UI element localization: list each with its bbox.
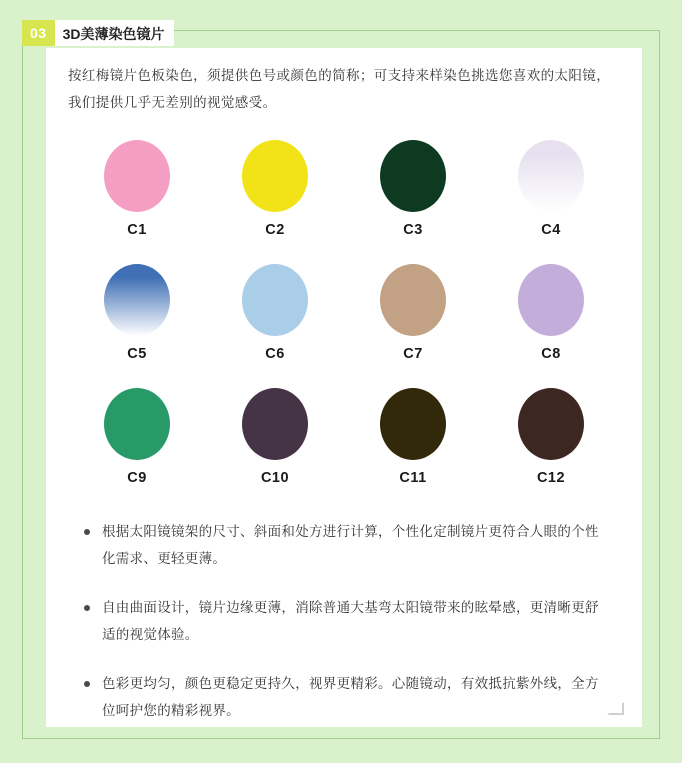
color-swatch[interactable]	[482, 140, 620, 264]
list-item-text: 根据太阳镜镜架的尺寸、斜面和处方进行计算，个性化定制镜片更符合人眼的个性化需求、更轻更薄。	[102, 524, 599, 566]
lens-circle	[242, 140, 308, 212]
color-swatch[interactable]	[482, 264, 620, 388]
lens-circle	[518, 140, 584, 212]
lens-circle	[380, 140, 446, 212]
lens-circle	[104, 388, 170, 460]
lens-circle	[242, 264, 308, 336]
list-item	[70, 670, 612, 724]
lens-label: C2	[265, 222, 285, 238]
color-swatch-grid	[68, 140, 620, 512]
lens-circle	[104, 140, 170, 212]
lens-label: C1	[127, 222, 147, 238]
feature-bullet-list	[70, 518, 612, 746]
color-swatch[interactable]	[206, 264, 344, 388]
lens-circle	[518, 264, 584, 336]
color-swatch[interactable]	[68, 140, 206, 264]
color-swatch[interactable]	[482, 388, 620, 512]
bullet-dot-icon	[84, 529, 90, 535]
lens-circle	[518, 388, 584, 460]
content-card	[46, 48, 642, 727]
color-swatch[interactable]	[206, 388, 344, 512]
lens-circle	[242, 388, 308, 460]
lens-label: C8	[541, 346, 561, 362]
bullet-dot-icon	[84, 605, 90, 611]
lens-circle	[380, 264, 446, 336]
list-item	[70, 518, 612, 572]
lens-label: C5	[127, 346, 147, 362]
intro-paragraph: 按红梅镜片色板染色，须提供色号或颜色的简称；可支持来样染色挑选您喜欢的太阳镜，我们提供几乎无差别的视觉感受。	[68, 68, 611, 110]
color-swatch[interactable]	[206, 140, 344, 264]
lens-circle	[104, 264, 170, 336]
list-item-text: 色彩更均匀，颜色更稳定更持久，视界更精彩。心随镜动，有效抵抗紫外线，全方位呵护您的精彩视界。	[102, 676, 599, 718]
corner-triangle-inner-icon	[609, 703, 622, 713]
lens-label: C11	[399, 470, 427, 486]
color-swatch[interactable]	[344, 388, 482, 512]
lens-circle	[380, 388, 446, 460]
lens-label: C10	[260, 470, 290, 486]
section-header	[22, 20, 174, 46]
color-swatch[interactable]	[68, 264, 206, 388]
lens-label: C6	[265, 346, 285, 362]
lens-label: C4	[541, 222, 561, 238]
section-title: 3D美薄染色镜片	[55, 20, 175, 46]
color-swatch[interactable]	[344, 264, 482, 388]
list-item-text: 自由曲面设计，镜片边缘更薄，消除普通大基弯太阳镜带来的眩晕感，更清晰更舒适的视觉体验。	[102, 600, 599, 642]
section-number-badge: 03	[22, 20, 55, 46]
bullet-dot-icon	[84, 681, 90, 687]
color-swatch[interactable]	[68, 388, 206, 512]
lens-label: C3	[403, 222, 423, 238]
color-swatch[interactable]	[344, 140, 482, 264]
lens-label: C12	[536, 470, 566, 486]
lens-label: C7	[403, 346, 423, 362]
list-item	[70, 594, 612, 648]
lens-label: C9	[127, 470, 147, 486]
